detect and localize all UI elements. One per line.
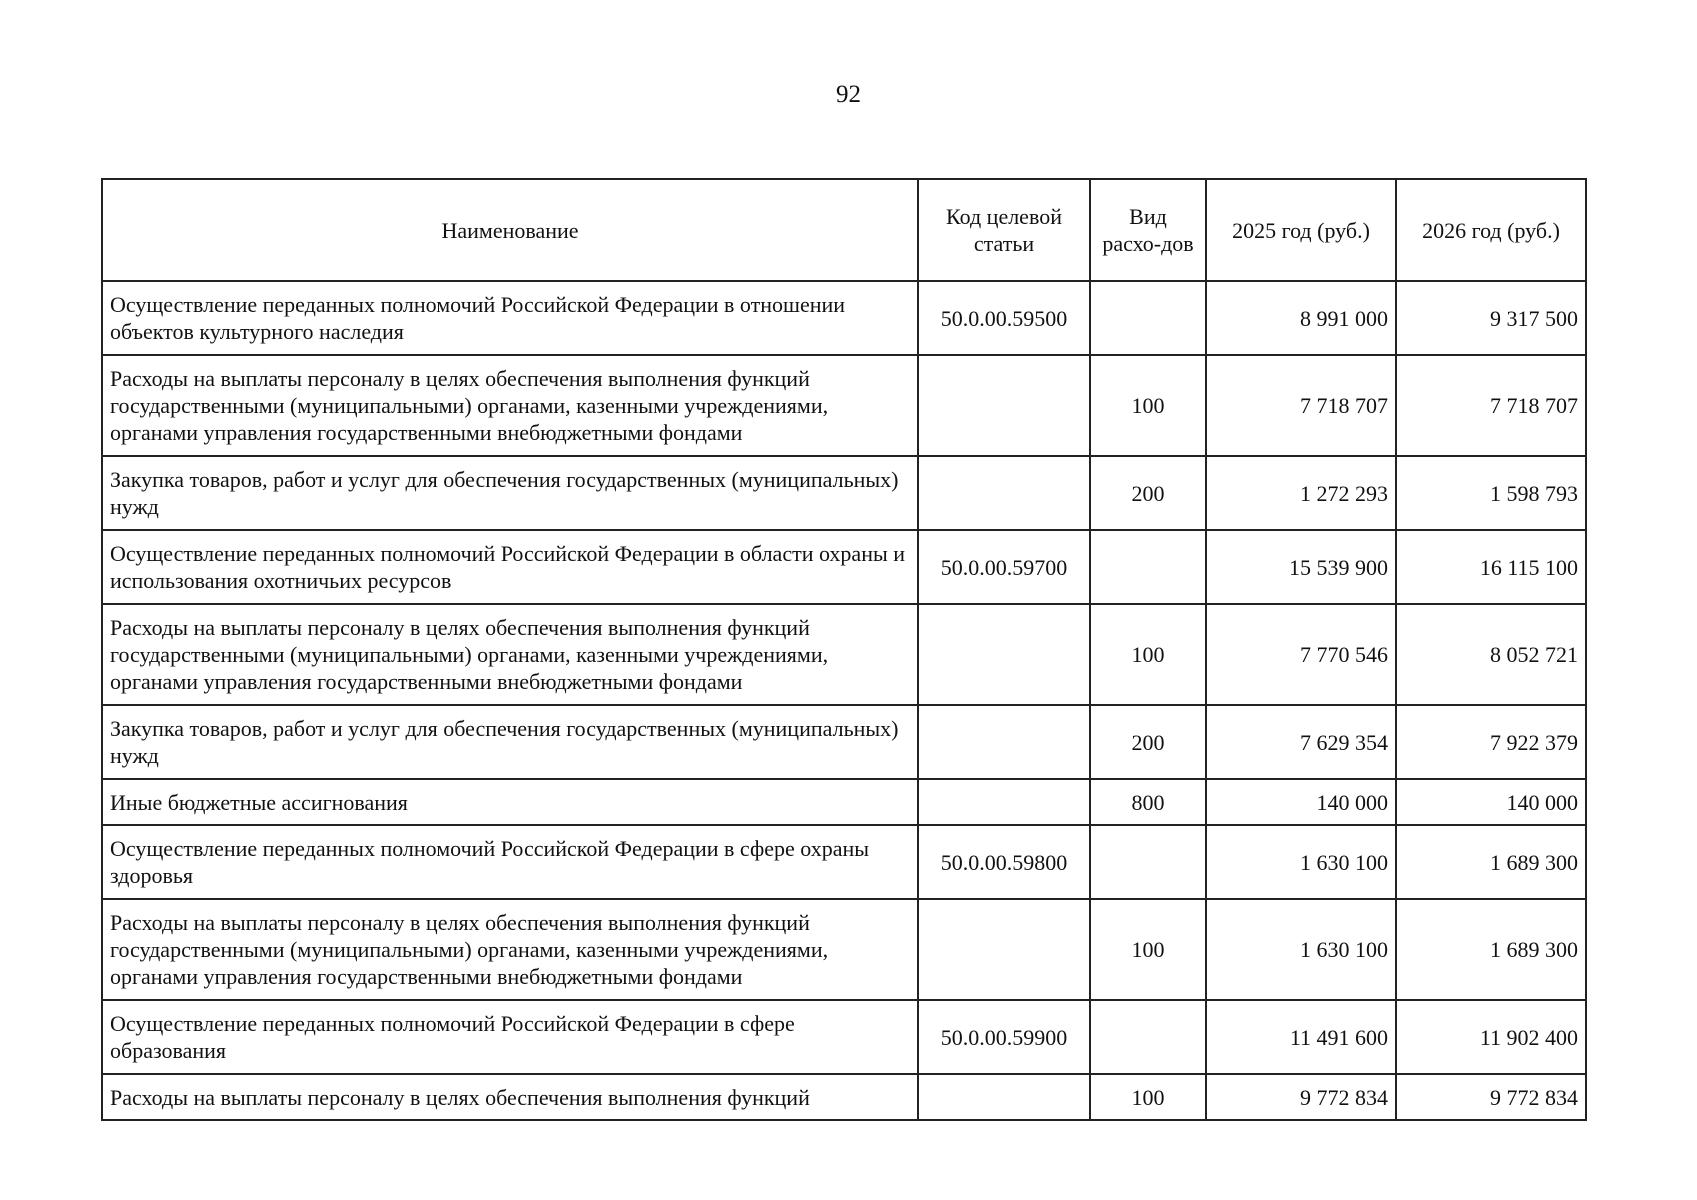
row-kind: 100	[1090, 1074, 1206, 1120]
row-amount-2025: 140 000	[1206, 779, 1396, 825]
table-row	[102, 779, 1586, 825]
row-code: 50.0.00.59900	[918, 1000, 1090, 1074]
row-amount-2026: 8 052 721	[1396, 604, 1586, 705]
row-amount-2026: 140 000	[1396, 779, 1586, 825]
page-number: 92	[836, 81, 861, 108]
table-row	[102, 1074, 1586, 1120]
row-code: 50.0.00.59700	[918, 530, 1090, 604]
row-name: Закупка товаров, работ и услуг для обеспечения государственных (муниципальных) нужд	[102, 705, 918, 779]
row-name: Осуществление переданных полномочий Российской Федерации в отношении объектов культурного наследия	[102, 281, 918, 355]
row-kind	[1090, 281, 1206, 355]
row-kind: 100	[1090, 899, 1206, 1000]
row-kind	[1090, 1000, 1206, 1074]
table-row	[102, 604, 1586, 705]
row-amount-2026: 7 922 379	[1396, 705, 1586, 779]
row-kind: 800	[1090, 779, 1206, 825]
row-amount-2026: 9 772 834	[1396, 1074, 1586, 1120]
row-amount-2026: 7 718 707	[1396, 355, 1586, 456]
row-amount-2025: 1 272 293	[1206, 456, 1396, 530]
row-name: Расходы на выплаты персоналу в целях обеспечения выполнения функций	[102, 1074, 918, 1120]
row-amount-2026: 1 689 300	[1396, 825, 1586, 899]
row-name: Осуществление переданных полномочий Российской Федерации в области охраны и использования охотничьих ресурсов	[102, 530, 918, 604]
row-code	[918, 779, 1090, 825]
table-row	[102, 899, 1586, 1000]
header-kind: Вид расхо-дов	[1090, 179, 1206, 281]
row-name: Закупка товаров, работ и услуг для обеспечения государственных (муниципальных) нужд	[102, 456, 918, 530]
table-header-row	[102, 179, 1586, 281]
row-amount-2026: 1 598 793	[1396, 456, 1586, 530]
table-row	[102, 355, 1586, 456]
header-name: Наименование	[102, 179, 918, 281]
row-kind	[1090, 825, 1206, 899]
row-code: 50.0.00.59500	[918, 281, 1090, 355]
row-code	[918, 456, 1090, 530]
row-amount-2025: 7 629 354	[1206, 705, 1396, 779]
row-code	[918, 705, 1090, 779]
row-name: Расходы на выплаты персоналу в целях обеспечения выполнения функций государственными (муниципальными) органами, казенными учреждениями, органами управления государственными внебюджетными фондами	[102, 604, 918, 705]
row-amount-2025: 1 630 100	[1206, 825, 1396, 899]
row-amount-2025: 11 491 600	[1206, 1000, 1396, 1074]
table-row	[102, 705, 1586, 779]
row-amount-2026: 9 317 500	[1396, 281, 1586, 355]
row-name: Расходы на выплаты персоналу в целях обеспечения выполнения функций государственными (муниципальными) органами, казенными учреждениями, органами управления государственными внебюджетными фондами	[102, 899, 918, 1000]
table-row	[102, 456, 1586, 530]
table-row	[102, 825, 1586, 899]
row-amount-2025: 9 772 834	[1206, 1074, 1396, 1120]
row-amount-2026: 16 115 100	[1396, 530, 1586, 604]
row-code	[918, 604, 1090, 705]
row-kind: 100	[1090, 604, 1206, 705]
row-code	[918, 1074, 1090, 1120]
row-amount-2025: 7 770 546	[1206, 604, 1396, 705]
header-2026: 2026 год (руб.)	[1396, 179, 1586, 281]
row-amount-2026: 11 902 400	[1396, 1000, 1586, 1074]
row-kind	[1090, 530, 1206, 604]
row-kind: 100	[1090, 355, 1206, 456]
row-amount-2025: 8 991 000	[1206, 281, 1396, 355]
row-amount-2025: 7 718 707	[1206, 355, 1396, 456]
row-name: Иные бюджетные ассигнования	[102, 779, 918, 825]
row-amount-2025: 15 539 900	[1206, 530, 1396, 604]
table-row	[102, 281, 1586, 355]
header-code: Код целевой статьи	[918, 179, 1090, 281]
header-2025: 2025 год (руб.)	[1206, 179, 1396, 281]
row-amount-2025: 1 630 100	[1206, 899, 1396, 1000]
row-kind: 200	[1090, 705, 1206, 779]
row-name: Осуществление переданных полномочий Российской Федерации в сфере охраны здоровья	[102, 825, 918, 899]
row-code	[918, 355, 1090, 456]
row-code: 50.0.00.59800	[918, 825, 1090, 899]
row-name: Расходы на выплаты персоналу в целях обеспечения выполнения функций государственными (муниципальными) органами, казенными учреждениями, органами управления государственными внебюджетными фондами	[102, 355, 918, 456]
row-kind: 200	[1090, 456, 1206, 530]
row-code	[918, 899, 1090, 1000]
budget-table	[101, 178, 1587, 1121]
table-row	[102, 1000, 1586, 1074]
row-name: Осуществление переданных полномочий Российской Федерации в сфере образования	[102, 1000, 918, 1074]
table-row	[102, 530, 1586, 604]
row-amount-2026: 1 689 300	[1396, 899, 1586, 1000]
